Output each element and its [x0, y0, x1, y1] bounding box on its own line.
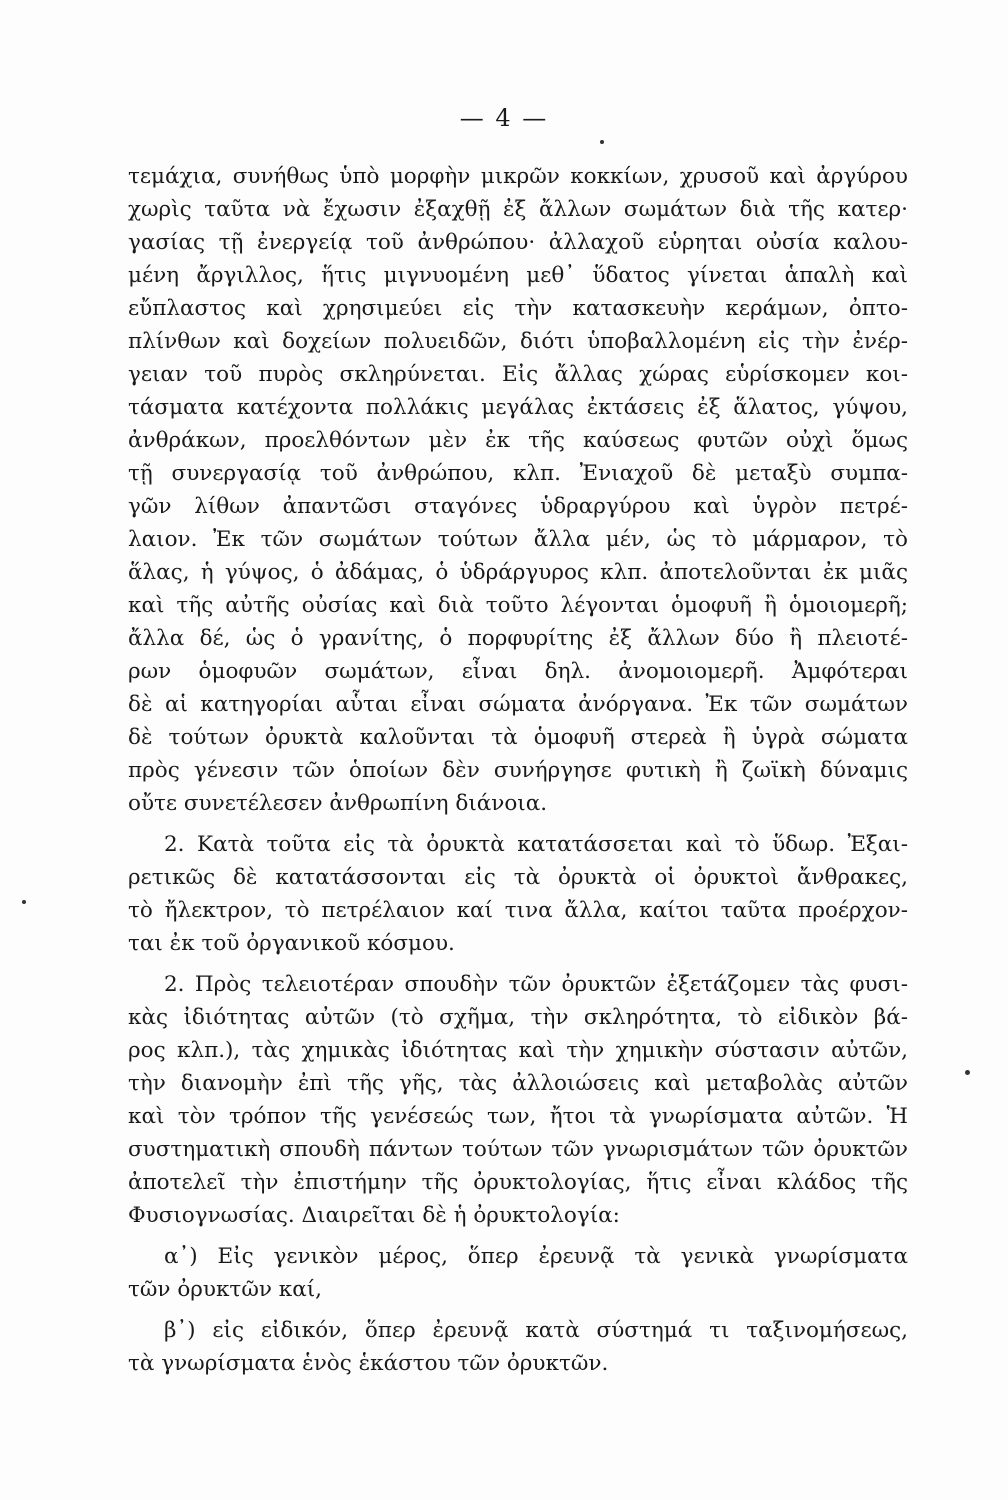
text-line: ἄλλα δέ, ὡς ὁ γρανίτης, ὁ πορφυρίτης ἐξ ἄλλων δύο ἢ πλειοτέ- — [128, 626, 908, 651]
text-line: καὶ τῆς αὐτῆς οὐσίας καὶ διὰ τοῦτο λέγονται ὁμοφυῆ ἢ ὁμοιομερῆ; — [128, 593, 908, 618]
text-line: γασίας τῇ ἐνεργείᾳ τοῦ ἀνθρώπου· ἀλλαχοῦ εὑρηται οὐσία καλου- — [128, 230, 908, 255]
text-line: τῇ συνεργασίᾳ τοῦ ἀνθρώπου, κλπ. Ἐνιαχοῦ δὲ μεταξὺ συμπα- — [128, 461, 908, 486]
scan-speck — [965, 1070, 970, 1075]
paragraph-5 — [128, 1314, 908, 1380]
text-line: γειαν τοῦ πυρὸς σκληρύνεται. Εἰς ἄλλας χώρας εὑρίσκομεν κοι- — [128, 362, 908, 387]
text-line: ται ἐκ τοῦ ὀργανικοῦ κόσμου. — [128, 931, 455, 956]
text-line: 2. Κατὰ τοῦτα εἰς τὰ ὀρυκτὰ κατατάσσεται καὶ τὸ ὕδωρ. Ἐξαι- — [164, 832, 908, 857]
text-line: καὶ τὸν τρόπον τῆς γενέσεώς των, ἤτοι τὰ γνωρίσματα αὐτῶν. Ἡ — [128, 1104, 908, 1129]
text-line: Φυσιογνωσίας. Διαιρεῖται δὲ ἡ ὀρυκτολογία: — [128, 1203, 620, 1228]
text-line: εὔπλαστος καὶ χρησιμεύει εἰς τὴν κατασκευὴν κεράμων, ὀπτο- — [128, 296, 908, 321]
text-line: ρετικῶς δὲ κατατάσσονται εἰς τὰ ὀρυκτὰ οἱ ὀρυκτοὶ ἄνθρακες, — [128, 865, 908, 890]
text-line: ἅλας, ἡ γύψος, ὁ ἀδάμας, ὁ ὑδράργυρος κλπ. ἀποτελοῦνται ἐκ μιᾶς — [128, 560, 908, 585]
text-line: συστηματικὴ σπουδὴ πάντων τούτων τῶν γνωρισμάτων τῶν ὀρυκτῶν — [128, 1137, 908, 1162]
text-line: κὰς ἰδιότητας αὐτῶν (τὸ σχῆμα, τὴν σκληρότητα, τὸ εἰδικὸν βά- — [128, 1005, 908, 1030]
text-line: μένη ἄργιλλος, ἥτις μιγνυομένη μεθ᾿ ὕδατος γίνεται ἁπαλὴ καὶ — [128, 263, 908, 288]
text-line: τὰ γνωρίσματα ἑνὸς ἑκάστου τῶν ὀρυκτῶν. — [128, 1351, 609, 1376]
paragraph-3 — [128, 968, 908, 1232]
page-number: — 4 — — [459, 104, 549, 132]
scan-speck — [600, 140, 604, 144]
text-line: ρων ὁμοφυῶν σωμάτων, εἶναι δηλ. ἀνομοιομερῆ. Ἀμφότεραι — [128, 659, 908, 684]
text-line: τάσματα κατέχοντα πολλάκις μεγάλας ἐκτάσεις ἐξ ἅλατος, γύψου, — [128, 395, 908, 420]
text-line: β᾿) εἰς εἰδικόν, ὅπερ ἐρευνᾷ κατὰ σύστημά τι ταξινομήσεως, — [164, 1318, 908, 1343]
text-line: γῶν λίθων ἀπαντῶσι σταγόνες ὑδραργύρου καὶ ὑγρὸν πετρέ- — [128, 494, 908, 519]
paragraph-1 — [128, 160, 908, 820]
text-line: 2. Πρὸς τελειοτέραν σπουδὴν τῶν ὀρυκτῶν ἐξετάζομεν τὰς φυσι- — [164, 972, 908, 997]
text-line: τεμάχια, συνήθως ὑπὸ μορφὴν μικρῶν κοκκίων, χρυσοῦ καὶ ἀργύρου — [128, 164, 908, 189]
text-line: δὲ τούτων ὀρυκτὰ καλοῦνται τὰ ὁμοφυῆ στερεὰ ἢ ὑγρὰ σώματα — [128, 725, 908, 750]
text-line: πλίνθων καὶ δοχείων πολυειδῶν, διότι ὑποβαλλομένη εἰς τὴν ἐνέρ- — [128, 329, 908, 354]
text-line: λαιον. Ἐκ τῶν σωμάτων τούτων ἄλλα μέν, ὡς τὸ μάρμαρον, τὸ — [128, 527, 908, 552]
paragraph-2 — [128, 828, 908, 960]
paragraph-4 — [128, 1240, 908, 1306]
text-line: ἀνθράκων, προελθόντων μὲν ἐκ τῆς καύσεως φυτῶν οὐχὶ ὅμως — [128, 428, 908, 453]
body-text — [128, 160, 908, 1380]
text-line: ρος κλπ.), τὰς χημικὰς ἰδιότητας καὶ τὴν χημικὴν σύστασιν αὐτῶν, — [128, 1038, 908, 1063]
text-line: α᾿) Εἰς γενικὸν μέρος, ὅπερ ἐρευνᾷ τὰ γενικὰ γνωρίσματα — [164, 1244, 908, 1269]
text-line: τῶν ὀρυκτῶν καί, — [128, 1277, 322, 1302]
text-line: ἀποτελεῖ τὴν ἐπιστήμην τῆς ὀρυκτολογίας, ἥτις εἶναι κλάδος τῆς — [128, 1170, 908, 1195]
text-line: τὴν διανομὴν ἐπὶ τῆς γῆς, τὰς ἀλλοιώσεις καὶ μεταβολὰς αὐτῶν — [128, 1071, 908, 1096]
text-line: δὲ αἱ κατηγορίαι αὗται εἶναι σώματα ἀνόργανα. Ἐκ τῶν σωμάτων — [128, 692, 908, 717]
text-line: πρὸς γένεσιν τῶν ὁποίων δὲν συνήργησε φυτικὴ ἢ ζωϊκὴ δύναμις — [128, 758, 908, 783]
text-line: χωρὶς ταῦτα νὰ ἔχωσιν ἐξαχθῇ ἐξ ἄλλων σωμάτων διὰ τῆς κατερ· — [128, 197, 908, 222]
scan-speck — [22, 900, 26, 904]
text-line: τὸ ἤλεκτρον, τὸ πετρέλαιον καί τινα ἄλλα, καίτοι ταῦτα προέρχον- — [128, 898, 908, 923]
text-line: οὔτε συνετέλεσεν ἀνθρωπίνη διάνοια. — [128, 791, 548, 816]
